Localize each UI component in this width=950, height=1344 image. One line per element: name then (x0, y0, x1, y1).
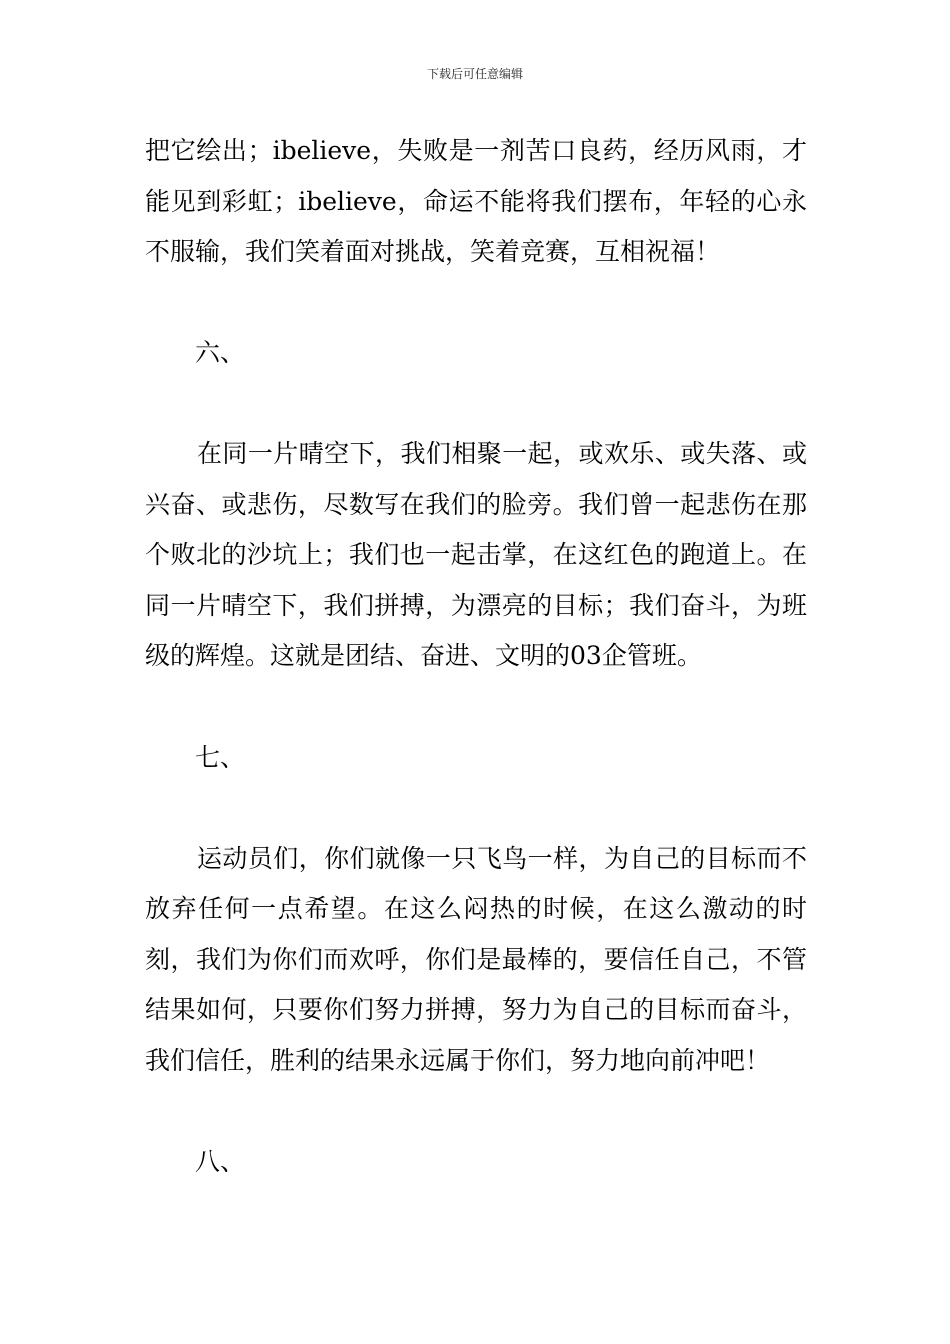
spacer (145, 682, 807, 733)
spacer (145, 783, 807, 834)
page-header: 下载后可任意编辑 (426, 67, 523, 81)
spacer (145, 379, 807, 430)
spacer (145, 278, 807, 329)
section-heading-8: 八、 (195, 1147, 246, 1176)
document-body (145, 126, 807, 1188)
section-heading-7: 七、 (195, 742, 246, 772)
paragraph-7: 运动员们，你们就像一只飞鸟一样，为自己的目标而不放弃任何一点希望。在这么闷热的时候，在这么激动的时刻，我们为你们而欢呼，你们是最棒的，要信任自己，不管结果如何，只要你们努力拼搏，努力为自己的目标而奋斗，我们信任，胜利的结果永远属于你们，努力地向前冲吧！ (145, 843, 807, 1075)
paragraph-6: 在同一片晴空下，我们相聚一起，或欢乐、或失落、或兴奋、或悲伤，尽数写在我们的脸旁。我们曾一起悲伤在那个败北的沙坑上；我们也一起击掌，在这红色的跑道上。在同一片晴空下，我们拼搏，为漂亮的目标；我们奋斗，为班级的辉煌。这就是团结、奋进、文明的03企管班。 (145, 439, 807, 670)
paragraph-intro: 把它绘出；ibelieve，失败是一剂苦口良药，经历风雨，才能见到彩虹；ibelieve，命运不能将我们摆布，年轻的心永不服输，我们笑着面对挑战，笑着竞赛，互相祝福！ (145, 136, 807, 266)
spacer (145, 1086, 807, 1137)
section-heading-6: 六、 (195, 338, 246, 367)
